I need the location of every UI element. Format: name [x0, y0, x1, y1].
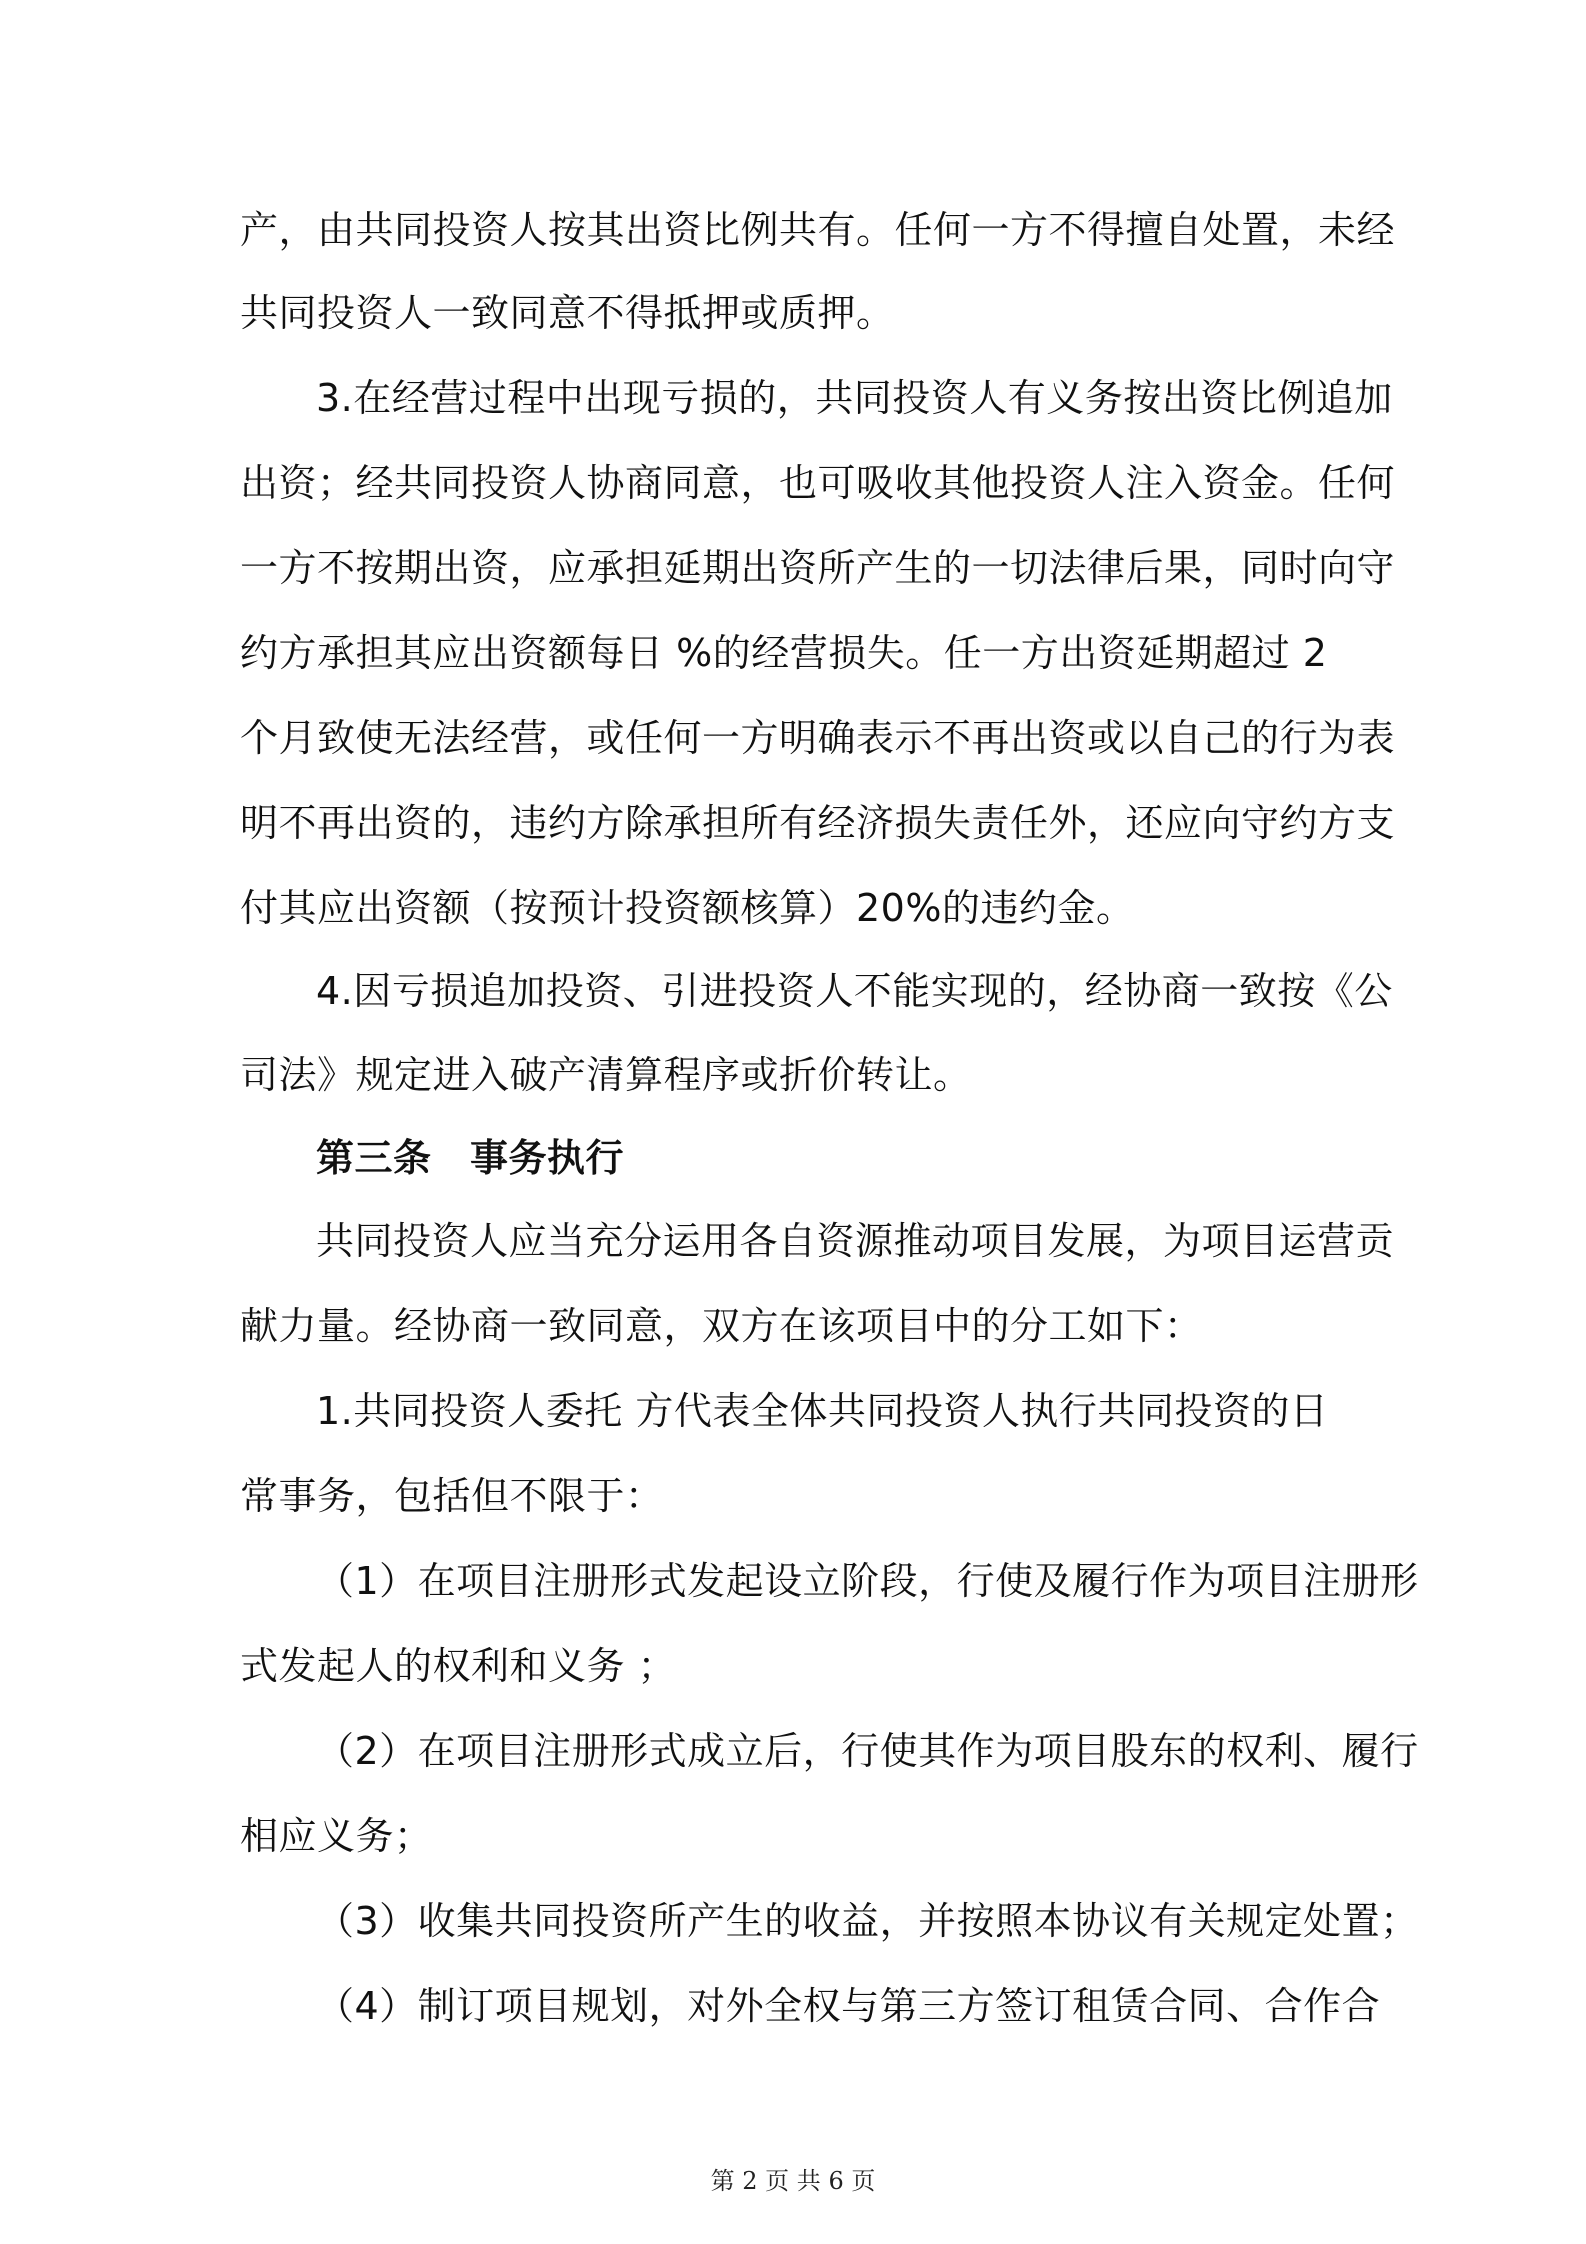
paragraph-line: 常事务，包括但不限于：: [240, 1474, 664, 1518]
paragraph-line: 共同投资人一致同意不得抵押或质押。: [240, 291, 895, 335]
paragraph-line: 3.在经营过程中出现亏损的，共同投资人有义务按出资比例追加: [316, 376, 1393, 420]
paragraph-line: 明不再出资的，违约方除承担所有经济损失责任外，还应向守约方支: [240, 801, 1396, 845]
paragraph-line: 相应义务；: [240, 1814, 433, 1858]
paragraph-line: 付其应出资额（按预计投资额核算）20%的违约金。: [240, 886, 1135, 930]
paragraph-line: 共同投资人应当充分运用各自资源推动项目发展，为项目运营贡: [316, 1219, 1395, 1263]
page-number-footer: 第 2 页 共 6 页: [710, 2167, 876, 2195]
paragraph-line: （3）收集共同投资所产生的收益，并按照本协议有关规定处置；: [316, 1899, 1419, 1943]
paragraph-line: 式发起人的权利和义务 ；: [240, 1644, 677, 1688]
paragraph-line: 约方承担其应出资额每日 %的经营损失。任一方出资延期超过 2: [240, 631, 1328, 675]
paragraph-line: 献力量。经协商一致同意，双方在该项目中的分工如下：: [240, 1304, 1203, 1348]
paragraph-line: （4）制订项目规划，对外全权与第三方签订租赁合同、合作合: [316, 1984, 1381, 2028]
paragraph-line: 个月致使无法经营，或任何一方明确表示不再出资或以自己的行为表: [240, 716, 1396, 760]
paragraph-line: 1.共同投资人委托 方代表全体共同投资人执行共同投资的日: [316, 1389, 1329, 1433]
paragraph-line: （1）在项目注册形式发起设立阶段，行使及履行作为项目注册形: [316, 1559, 1419, 1603]
paragraph-line: 4.因亏损追加投资、引进投资人不能实现的，经协商一致按《公: [316, 969, 1393, 1013]
paragraph-line: 一方不按期出资，应承担延期出资所产生的一切法律后果，同时向守: [240, 546, 1396, 590]
paragraph-line: 产，由共同投资人按其出资比例共有。任何一方不得擅自处置，未经: [240, 208, 1396, 252]
paragraph-line: （2）在项目注册形式成立后，行使其作为项目股东的权利、履行: [316, 1729, 1419, 1773]
section-heading: 第三条 事务执行: [316, 1136, 625, 1180]
paragraph-line: 出资；经共同投资人协商同意，也可吸收其他投资人注入资金。任何: [240, 461, 1396, 505]
paragraph-line: 司法》规定进入破产清算程序或折价转让。: [240, 1053, 972, 1097]
